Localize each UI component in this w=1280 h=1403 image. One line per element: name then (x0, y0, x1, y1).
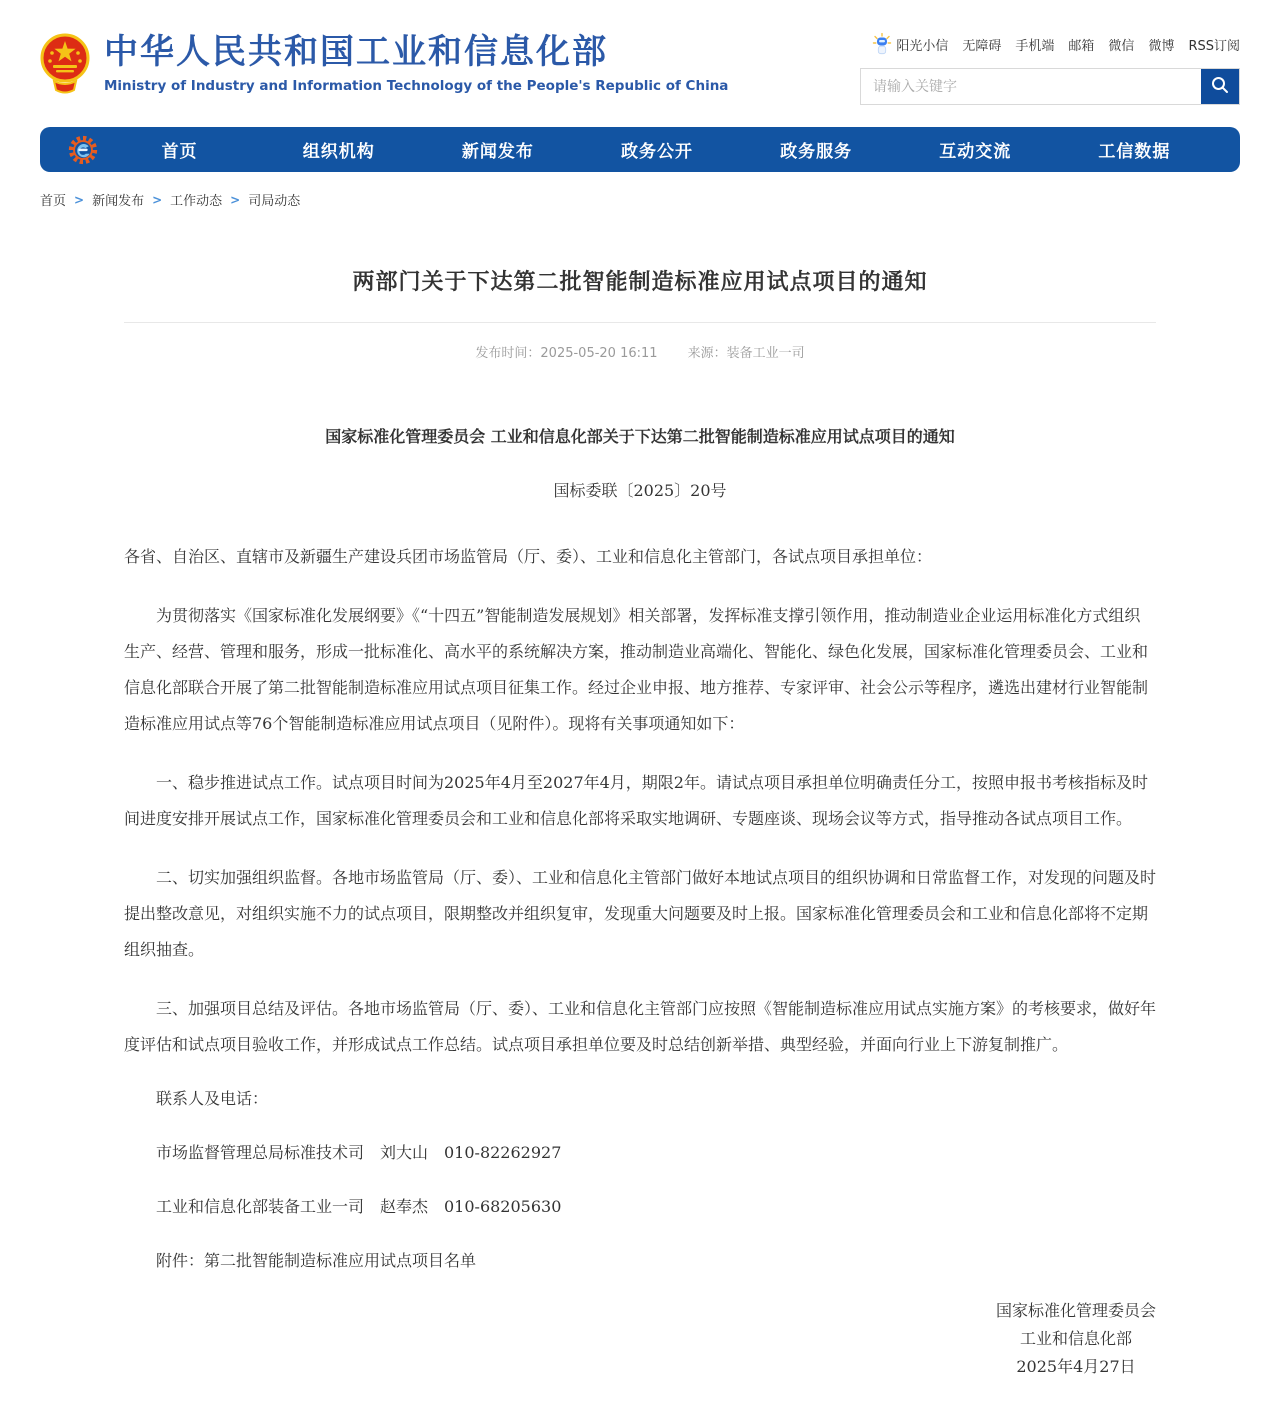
signature-date: 2025年4月27日 (1016, 1357, 1136, 1376)
nav-item-home[interactable]: 首页 (161, 142, 198, 162)
document-subtitle: 国家标准化管理委员会 工业和信息化部关于下达第二批智能制造标准应用试点项目的通知 (325, 427, 955, 446)
breadcrumb-separator: > (230, 192, 241, 207)
quick-link-rss[interactable]: RSS订阅 (1188, 38, 1240, 54)
quick-link-wechat[interactable]: 微信 (1108, 38, 1135, 54)
contacts-label: 联系人及电话： (156, 1089, 269, 1108)
quick-links (860, 32, 1240, 56)
robot-mascot-icon (872, 33, 892, 55)
nav-item-news[interactable]: 新闻发布 (461, 142, 534, 162)
site-title: 中华人民共和国工业和信息化部 (104, 31, 608, 72)
article (124, 265, 1156, 1403)
contact-miit: 工业和信息化部装备工业一司 赵奉杰 010-68205630 (156, 1197, 562, 1216)
main-nav (40, 127, 1240, 172)
national-emblem-icon (40, 32, 90, 96)
header (40, 0, 1240, 105)
paragraph-item-1: 一、稳步推进试点工作。试点项目时间为2025年4月至2027年4月，期限2年。请试点项目承担单位明确责任分工，按照申报书考核指标及时间进度安排开展试点工作，国家标准化管理委员会和工业和信息化部将采取实地调研、专题座谈、现场会议等方式，指导推动各试点项目工作。 (124, 773, 1148, 828)
paragraph-item-3: 三、加强项目总结及评估。各地市场监管局（厅、委）、工业和信息化主管部门应按照《智能制造标准应用试点实施方案》的考核要求，做好年度评估和试点项目验收工作，并形成试点工作总结。试点项目承担单位要及时总结创新举措、典型经验，并面向行业上下游复制推广。 (124, 999, 1157, 1054)
signature-org-sac: 国家标准化管理委员会 (995, 1301, 1156, 1320)
article-body (124, 419, 1156, 1403)
quick-link-accessibility[interactable]: 无障碍 (962, 38, 1002, 54)
breadcrumb-news[interactable]: 新闻发布 (92, 194, 145, 209)
search-input[interactable] (861, 69, 1201, 104)
publish-time: 发布时间：2025-05-20 16:11 (475, 346, 658, 361)
site-brand (40, 32, 728, 96)
nav-item-miit-data[interactable]: 工信数据 (1098, 142, 1171, 162)
breadcrumb-separator: > (152, 192, 163, 207)
contact-samr: 市场监督管理总局标准技术司 刘大山 010-82262927 (156, 1143, 562, 1162)
breadcrumb-home[interactable]: 首页 (40, 194, 67, 209)
breadcrumb-work-dynamics[interactable]: 工作动态 (170, 194, 223, 209)
breadcrumb-separator: > (74, 192, 85, 207)
quick-link-mobile[interactable]: 手机端 (1015, 38, 1055, 54)
paragraph-item-2: 二、切实加强组织监督。各地市场监管局（厅、委）、工业和信息化主管部门做好本地试点项目的组织协调和日常监督工作，对发现的问题及时提出整改意见，对组织实施不力的试点项目，限期整改并组织复审，发现重大问题要及时上报。国家标准化管理委员会和工业和信息化部将不定期组织抽查。 (124, 868, 1157, 959)
header-right (860, 32, 1240, 105)
signature-block (124, 1297, 1156, 1403)
nav-item-gov-disclosure[interactable]: 政务公开 (620, 142, 693, 162)
paragraph-intro: 为贯彻落实《国家标准化发展纲要》《“十四五”智能制造发展规划》相关部署，发挥标准支撑引领作用，推动制造业企业运用标准化方式组织生产、经营、管理和服务，形成一批标准化、高水平的系统解决方案，推动制造业高端化、智能化、绿色化发展，国家标准化管理委员会、工业和信息化部联合开展了第二批智能制造标准应用试点项目征集工作。经过企业申报、地方推荐、专家评审、社会公示等程序，遴选出建材行业智能制造标准应用试点等76个智能制造标准应用试点项目（见附件）。现将有关事项通知如下： (124, 606, 1149, 733)
signature-lines (996, 1297, 1156, 1381)
site-subtitle: Ministry of Industry and Information Technology of the People's Republic of China (104, 78, 729, 95)
nav-item-interaction[interactable]: 互动交流 (939, 142, 1012, 162)
signature-org-miit: 工业和信息化部 (1019, 1329, 1132, 1348)
breadcrumb (40, 190, 1240, 209)
nav-items (100, 137, 1214, 162)
miit-gear-logo-icon[interactable] (66, 133, 100, 167)
quick-link-weibo[interactable]: 微博 (1148, 38, 1175, 54)
article-source: 来源：装备工业一司 (687, 346, 805, 361)
attachment-line: 附件：第二批智能制造标准应用试点项目名单 (156, 1251, 477, 1270)
search-icon (1210, 75, 1230, 98)
document-number: 国标委联〔2025〕20号 (553, 481, 727, 500)
site-title-block (104, 31, 729, 95)
article-meta (124, 342, 1156, 361)
salutation: 各省、自治区、直辖市及新疆生产建设兵团市场监管局（厅、委）、工业和信息化主管部门，各试点项目承担单位： (124, 547, 933, 566)
breadcrumb-bureau-dynamics[interactable]: 司局动态 (248, 194, 301, 209)
nav-item-gov-services[interactable]: 政务服务 (780, 142, 853, 162)
page-container (40, 0, 1240, 1403)
search-button[interactable] (1201, 69, 1239, 104)
search-bar (860, 68, 1240, 105)
article-title: 两部门关于下达第二批智能制造标准应用试点项目的通知 (352, 270, 928, 295)
quick-link-sunshine[interactable]: 阳光小信 (872, 33, 948, 55)
title-divider (124, 322, 1156, 323)
quick-link-mail[interactable]: 邮箱 (1068, 38, 1095, 54)
nav-item-organization[interactable]: 组织机构 (302, 142, 375, 162)
